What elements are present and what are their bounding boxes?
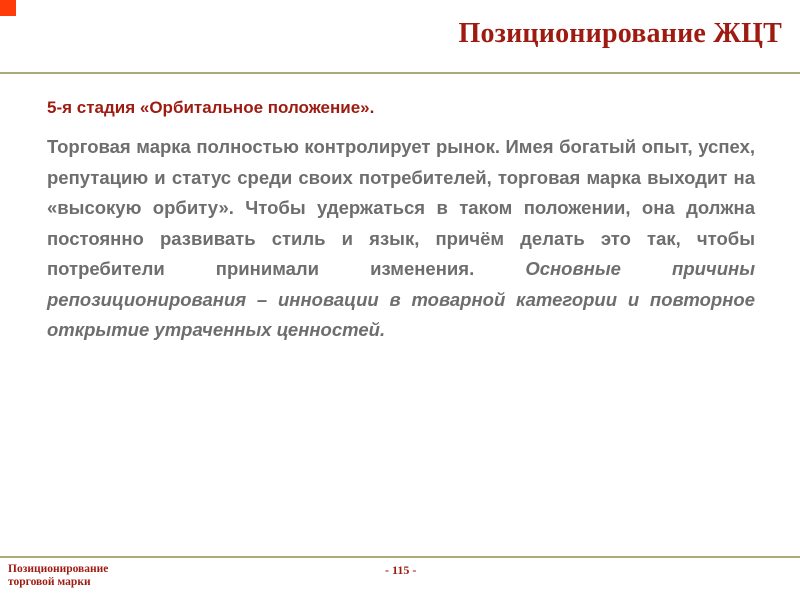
slide-content xyxy=(47,98,755,346)
footer-caption-line1: Позиционирование xyxy=(8,563,109,575)
footer-caption-line2: торговой марки xyxy=(8,576,91,588)
body-text-regular: Торговая марка полностью контролирует рынок. Имея богатый опыт, успех, репутацию и статус среди своих потребителей, торговая марка выходит на «высокую орбиту». Чтобы удержаться в таком положении, она должна постоянно развивать стиль и язык, причём делать это так, чтобы потребители принимали изменения. xyxy=(47,136,755,279)
slide-title: Позиционирование ЖЦТ xyxy=(458,18,782,49)
footer-caption xyxy=(8,563,108,589)
body-paragraph xyxy=(47,132,755,346)
footer-divider xyxy=(0,556,800,558)
body-text-italic: Основные причины репозиционирования – инновации в товарной категории и повторное открытие утраченных ценностей. xyxy=(47,258,755,340)
page-number: - 115 - xyxy=(385,563,417,577)
corner-accent-square xyxy=(0,0,16,16)
title-divider xyxy=(0,72,800,74)
stage-heading: 5-я стадия «Орбитальное положение». xyxy=(47,98,375,117)
